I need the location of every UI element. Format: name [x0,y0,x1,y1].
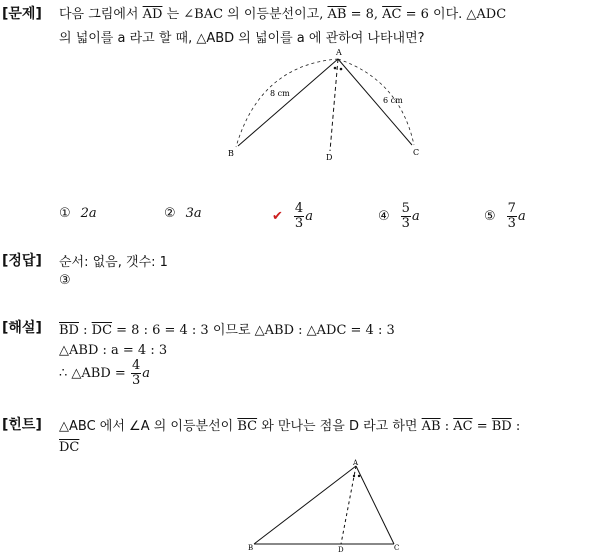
segment-ab: $\overline{AB}$ [327,7,347,22]
segment-ac: $\overline{AC}$ [382,7,402,22]
length-ab: 8 cm [270,89,290,98]
hint-side-ac [356,466,394,544]
problem-figure [220,45,430,170]
hint-line-2: $\overline{DC}$ [59,440,80,455]
hint-side-ab [254,466,356,544]
hint-label-a: A [353,459,359,467]
answer-label: [정답] [2,253,42,269]
problem-line-1: 다음 그림에서 $\overline{AD}$ 는 ∠BAC 의 이등분선이고, $\overline{AB} = 8$, $\overline{AC} = 6$ 이다. △ADC [59,7,507,22]
hint-line-1: △ABC 에서 ∠A 의 이등분선이 $\overline{BC}$ 와 만나는 점을 D 라고 하면 $\overline{AB}$ : $\overline{AC} = \overline{BD}$ : [59,419,521,434]
explanation-line-2: △ABD : a = 4 : 3 [59,343,168,358]
label-a: A [336,48,342,57]
explanation-line-3: ∴ △ABD = $\frac{4}{3}$ a [59,358,150,388]
problem-label: [문제] [2,6,42,22]
hint-label: [힌트] [2,417,42,433]
label-c: C [413,148,420,157]
choice-3[interactable]: ✔ $\frac{4}{3}$ a [272,201,313,231]
answer-line-2: ③ [59,273,71,288]
hint-label-b: B [248,544,254,552]
hint-figure [246,458,406,553]
answer-line-1: 순서: 없음, 갯수: 1 [59,255,168,270]
length-ac: 6 cm [383,96,403,105]
problem-line-2: 의 넓이를 a 라고 할 때, △ABD 의 넓이를 a 에 관하여 나타내면? [59,31,425,46]
choice-4[interactable]: ④ $\frac{5}{3}$ a [378,201,420,231]
label-d: D [326,153,333,162]
hint-label-d: D [338,546,344,553]
explanation-label: [해설] [2,320,42,336]
label-b: B [228,149,234,158]
explanation-line-1: $\overline{BD}$ : $\overline{DC} = 8$ : 6 = 4 : 3 이므로 △ABD : △ADC = 4 : 3 [59,323,395,338]
hint-bisector-ad [341,466,356,544]
check-icon: ✔ [272,209,283,224]
choice-5[interactable]: ⑤ $\frac{7}{3}$ a [484,201,526,231]
choice-1[interactable]: ① 2a [59,206,97,221]
bisector-ad [330,59,338,151]
side-ab [238,59,338,146]
hint-label-c: C [394,544,400,552]
choice-2[interactable]: ② 3a [164,206,202,221]
segment-ad: $\overline{AD}$ [142,7,163,22]
